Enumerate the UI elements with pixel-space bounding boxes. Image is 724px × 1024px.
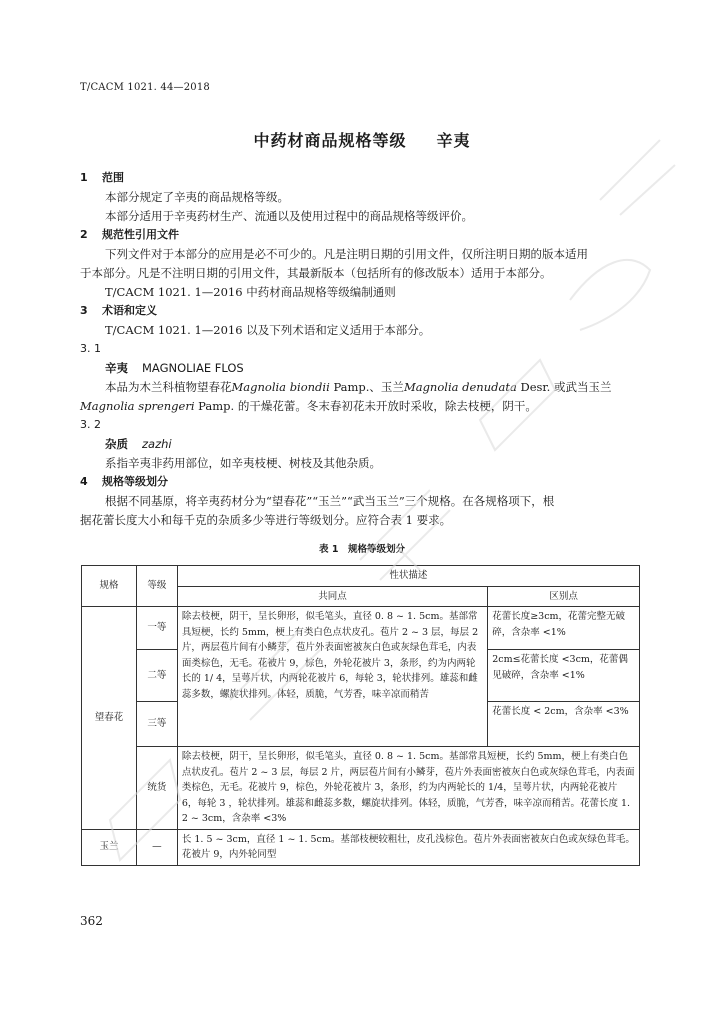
subsection-3-1-number: 3. 1 — [80, 342, 101, 355]
term-1-definition-line-2: Magnolia sprengeri Pamp. 的干燥花蕾。冬末春初花未开放时采收，除去枝梗，阴干。 — [80, 399, 537, 413]
table-header-row-1 — [82, 566, 640, 587]
table-row-grade-1 — [82, 607, 640, 650]
cell-grade-3: 三等 — [136, 702, 177, 747]
standard-code: T/CACM 1021. 44—2018 — [80, 82, 210, 93]
header-spec: 规格 — [82, 566, 137, 607]
cell-tonghuo-desc: 除去枝梗，阴干，呈长卵形，似毛笔头，直径 0. 8 ~ 1. 5cm。基部常具短梗，长约 5mm，梗上有类白色点状皮孔。苞片 2 ~ 3 层，每层 2 片，两层苞片间有小鳞芽，苞片外表面密被灰白色或灰绿色茸毛，内表面类棕色，无毛。花被片 9，棕色，外轮花被片 3，条形，约为内两轮长的 1/4，呈萼片状，内两轮花被片 6，每轮 3 ，轮状排列。雄蕊和雌蕊多数，螺旋状排列。体轻，质脆，气芳香，味辛凉而稍苦。花蕾长度 1. 2 ~ 3cm，含杂率 <3% — [177, 747, 639, 830]
term-1 — [105, 360, 244, 376]
section-3-para-1: T/CACM 1021. 1—2016 以及下列术语和定义适用于本部分。 — [105, 323, 431, 337]
section-2-heading: 2 规范性引用文件 — [80, 228, 179, 241]
section-4-para-1b: 据花蕾长度大小和每千克的杂质多少等进行等级划分。应符合表 1 要求。 — [80, 513, 452, 527]
species-denudata: Magnolia denudata — [403, 380, 517, 394]
grade-table — [81, 565, 640, 866]
term-2 — [105, 436, 172, 452]
cell-spec-yulan: 玉兰 — [82, 829, 137, 865]
cell-diff-3: 花蕾长度 < 2cm，含杂率 <3% — [488, 702, 640, 747]
term-2-definition: 系指辛夷非药用部位，如辛夷枝梗、树枝及其他杂质。 — [105, 456, 381, 470]
table-caption: 表 1 规格等级划分 — [319, 544, 405, 555]
header-grade: 等级 — [136, 566, 177, 607]
header-diff: 区别点 — [488, 586, 640, 607]
section-2-para-1a: 下列文件对于本部分的应用是必不可少的。凡是注明日期的引用文件，仅所注明日期的版本适用 — [105, 247, 588, 261]
cell-grade-tonghuo: 统货 — [136, 747, 177, 830]
page-title — [0, 128, 724, 151]
subsection-3-2-number: 3. 2 — [80, 418, 101, 431]
species-sprengeri: Magnolia sprengeri — [80, 399, 195, 413]
section-1-para-1: 本部分规定了辛夷的商品规格等级。 — [105, 190, 289, 204]
species-biondii: Magnolia biondii — [231, 380, 330, 394]
table-row-yulan — [82, 829, 640, 865]
title-main: 中药材商品规格等级 — [253, 131, 407, 150]
table-row-tonghuo — [82, 747, 640, 830]
term-1-en: MAGNOLIAE FLOS — [142, 361, 244, 375]
page-number: 362 — [80, 914, 103, 928]
section-2-para-2: T/CACM 1021. 1—2016 中药材商品规格等级编制通则 — [105, 285, 396, 299]
section-1-para-2: 本部分适用于辛夷药材生产、流通以及使用过程中的商品规格等级评价。 — [105, 209, 473, 223]
header-common: 共同点 — [177, 586, 487, 607]
term-2-en: zazhi — [142, 437, 172, 451]
cell-grade-dash: — — [136, 829, 177, 865]
cell-yulan-desc: 长 1. 5 ~ 3cm，直径 1 ~ 1. 5cm。基部枝梗较粗壮，皮孔浅棕色。苞片外表面密被灰白色或灰绿色茸毛。花被片 9，内外轮同型 — [177, 829, 639, 865]
cell-diff-1: 花蕾长度≥3cm，花蕾完整无破碎，含杂率 <1% — [488, 607, 640, 650]
section-4-heading: 4 规格等级划分 — [80, 475, 168, 488]
term-1-definition-line-1: 本品为木兰科植物望春花Magnolia biondii Pamp.、玉兰Magnolia denudata Desr. 或武当玉兰 — [105, 380, 612, 394]
section-2-para-1b: 于本部分。凡是不注明日期的引用文件，其最新版本（包括所有的修改版本）适用于本部分。 — [80, 266, 552, 280]
title-sub: 辛夷 — [436, 131, 471, 150]
section-3-heading: 3 术语和定义 — [80, 304, 157, 317]
cell-grade-1: 一等 — [136, 607, 177, 650]
cell-grade-2: 二等 — [136, 650, 177, 702]
cell-spec-wangchunhua: 望春花 — [82, 607, 137, 830]
term-2-cn: 杂质 — [105, 437, 128, 451]
section-4-para-1a: 根据不同基原，将辛夷药材分为“望春花”“玉兰”“武当玉兰”三个规格。在各规格项下，根 — [105, 494, 555, 508]
term-1-cn: 辛夷 — [105, 361, 128, 375]
cell-common-graded: 除去枝梗，阴干，呈长卵形，似毛笔头，直径 0. 8 ~ 1. 5cm。基部常具短梗，长约 5mm，梗上有类白色点状皮孔。苞片 2 ~ 3 层，每层 2 片，两层苞片间有小鳞芽，苞片外表面密被灰白色或灰绿色茸毛，内表面类棕色，无毛。花被片 9，棕色，外轮花被片 3，条形，约为内两轮长的 1/ 4，呈萼片状，内两轮花被片 6，每轮 3，轮状排列。雄蕊和雌蕊多数，螺旋状排列。体轻，质脆，气芳香，味辛凉而稍苦 — [177, 607, 487, 747]
section-1-heading: 1 范围 — [80, 171, 124, 184]
header-desc: 性状描述 — [177, 566, 639, 587]
cell-diff-2: 2cm≤花蕾长度 <3cm，花蕾偶见破碎，含杂率 <1% — [488, 650, 640, 702]
